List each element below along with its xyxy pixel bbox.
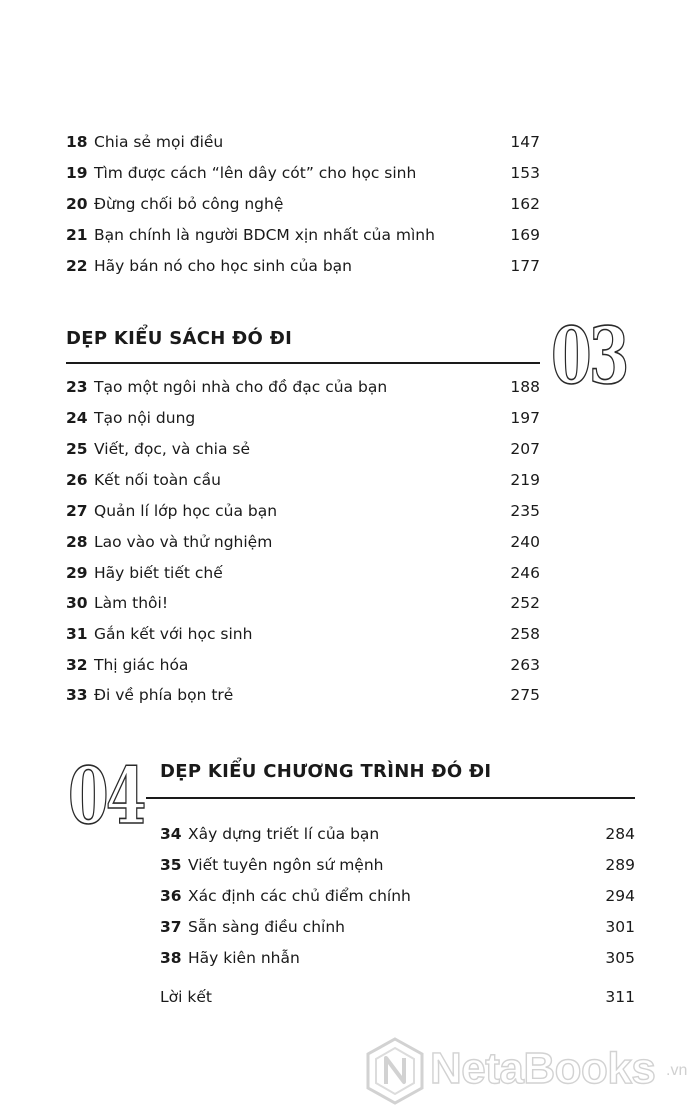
- section-3-number: 03: [551, 311, 627, 402]
- toc-entry[interactable]: [66, 130, 540, 154]
- section-4-rule: [146, 797, 635, 799]
- page-number: 235: [510, 502, 540, 520]
- page-number: 188: [510, 378, 540, 396]
- section-4-title: DẸP KIỂU CHƯƠNG TRÌNH ĐÓ ĐI: [160, 761, 492, 782]
- afterword-title: Lời kết: [160, 988, 212, 1006]
- chapter-title: Kết nối toàn cầu: [94, 471, 221, 489]
- page-number: 177: [510, 257, 540, 275]
- toc-entry[interactable]: [160, 853, 635, 877]
- page-number: 219: [510, 471, 540, 489]
- section-4-number: 04: [68, 751, 144, 842]
- toc-entry[interactable]: [66, 192, 540, 216]
- page-number: 207: [510, 440, 540, 458]
- page-number: 246: [510, 564, 540, 582]
- toc-entry[interactable]: [66, 161, 540, 185]
- chapter-number: 35: [160, 856, 182, 874]
- toc-entry[interactable]: [66, 561, 540, 585]
- toc-entry[interactable]: [66, 622, 540, 646]
- chapter-number: 25: [66, 440, 88, 458]
- page-number: 294: [605, 887, 635, 905]
- chapter-title: Đi về phía bọn trẻ: [94, 686, 234, 704]
- toc-entry[interactable]: [66, 254, 540, 278]
- toc-entry[interactable]: [66, 683, 540, 707]
- chapter-title: Gắn kết với học sinh: [94, 625, 253, 643]
- toc-entry[interactable]: [160, 884, 635, 908]
- chapter-title: Tạo một ngôi nhà cho đồ đạc của bạn: [94, 378, 388, 396]
- page-number: 284: [605, 825, 635, 843]
- chapter-number: 19: [66, 164, 88, 182]
- chapter-number: 26: [66, 471, 88, 489]
- toc-entry[interactable]: [66, 530, 540, 554]
- chapter-title: Hãy biết tiết chế: [94, 564, 223, 582]
- chapter-title: Bạn chính là người BDCM xịn nhất của mình: [94, 226, 435, 244]
- chapter-number: 29: [66, 564, 88, 582]
- chapter-title: Xác định các chủ điểm chính: [188, 887, 411, 905]
- chapter-title: Sẵn sàng điều chỉnh: [188, 918, 345, 936]
- chapter-number: 24: [66, 409, 88, 427]
- page-number: 240: [510, 533, 540, 551]
- chapter-number: 30: [66, 594, 88, 612]
- watermark-suffix: .vn: [666, 1062, 688, 1079]
- page-number: 197: [510, 409, 540, 427]
- section-3-rule: [66, 362, 540, 364]
- chapter-number: 20: [66, 195, 88, 213]
- chapter-title: Tạo nội dung: [94, 409, 196, 427]
- page-number: 311: [605, 988, 635, 1006]
- chapter-number: 32: [66, 656, 88, 674]
- page-number: 153: [510, 164, 540, 182]
- chapter-title: Hãy bán nó cho học sinh của bạn: [94, 257, 352, 275]
- page-number: 147: [510, 133, 540, 151]
- chapter-number: 18: [66, 133, 88, 151]
- watermark-brand: NetaBooks: [430, 1044, 656, 1093]
- page-number: 305: [605, 949, 635, 967]
- toc-entry[interactable]: [66, 223, 540, 247]
- page-number: 263: [510, 656, 540, 674]
- chapter-number: 38: [160, 949, 182, 967]
- chapter-title: Xây dựng triết lí của bạn: [188, 825, 380, 843]
- toc-entry[interactable]: [160, 946, 635, 970]
- toc-entry[interactable]: [160, 822, 635, 846]
- chapter-number: 21: [66, 226, 88, 244]
- toc-entry[interactable]: [66, 468, 540, 492]
- page-number: 258: [510, 625, 540, 643]
- page-number: 252: [510, 594, 540, 612]
- chapter-title: Đừng chối bỏ công nghệ: [94, 195, 284, 213]
- chapter-number: 33: [66, 686, 88, 704]
- chapter-number: 28: [66, 533, 88, 551]
- toc-entry[interactable]: [66, 406, 540, 430]
- chapter-title: Thị giác hóa: [94, 656, 189, 674]
- chapter-title: Hãy kiên nhẫn: [188, 949, 300, 967]
- toc-afterword[interactable]: [160, 985, 635, 1009]
- toc-entry[interactable]: [66, 653, 540, 677]
- toc-entry[interactable]: [160, 915, 635, 939]
- toc-entry[interactable]: [66, 499, 540, 523]
- chapter-number: 37: [160, 918, 182, 936]
- page-number: 275: [510, 686, 540, 704]
- chapter-title: Viết, đọc, và chia sẻ: [94, 440, 251, 458]
- n-logo-icon: [364, 1036, 426, 1106]
- chapter-number: 36: [160, 887, 182, 905]
- page-number: 169: [510, 226, 540, 244]
- page-number: 301: [605, 918, 635, 936]
- chapter-number: 22: [66, 257, 88, 275]
- chapter-number: 23: [66, 378, 88, 396]
- chapter-title: Viết tuyên ngôn sứ mệnh: [188, 856, 384, 874]
- chapter-title: Quản lí lớp học của bạn: [94, 502, 278, 520]
- page-number: 162: [510, 195, 540, 213]
- page-number: 289: [605, 856, 635, 874]
- toc-entry[interactable]: [66, 375, 540, 399]
- chapter-title: Chia sẻ mọi điều: [94, 133, 224, 151]
- chapter-title: Lao vào và thử nghiệm: [94, 533, 273, 551]
- toc-entry[interactable]: [66, 437, 540, 461]
- watermark: [364, 1034, 694, 1114]
- chapter-number: 34: [160, 825, 182, 843]
- chapter-title: Làm thôi!: [94, 594, 169, 612]
- toc-entry[interactable]: [66, 591, 540, 615]
- section-3-title: DẸP KIỂU SÁCH ĐÓ ĐI: [66, 328, 293, 349]
- chapter-number: 27: [66, 502, 88, 520]
- chapter-number: 31: [66, 625, 88, 643]
- chapter-title: Tìm được cách “lên dây cót” cho học sinh: [94, 164, 417, 182]
